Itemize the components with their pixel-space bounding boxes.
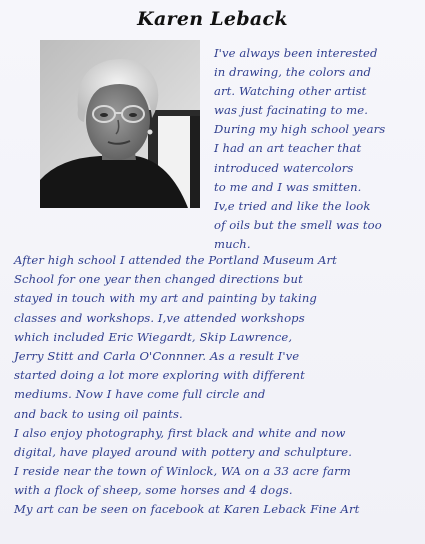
body-line: digital, have played around with pottery and schulpture. [14, 444, 353, 459]
body-line: and back to using oil paints. [14, 406, 183, 421]
intro-line: much. [214, 236, 251, 251]
body-line: Jerry Stitt and Carla O'Connner. As a result I've [14, 348, 300, 363]
body-line: which included Eric Wiegardt, Skip Lawrence, [14, 329, 293, 344]
intro-line: to me and I was smitten. [214, 179, 362, 194]
body-line: mediums. Now I have come full circle and [14, 387, 266, 402]
body-line: After high school I attended the Portland Museum Art [14, 253, 337, 267]
body-line: started doing a lot more exploring with different [14, 368, 305, 383]
intro-line: I had an art teacher that [214, 141, 362, 156]
intro-line: introduced watercolors [214, 160, 354, 175]
intro-line: was just facinating to me. [214, 103, 369, 118]
page-title: Karen Leback [137, 8, 288, 30]
intro-line: During my high school years [214, 122, 386, 137]
intro-line: I've always been interested [214, 46, 378, 60]
body-line: My art can be seen on facebook at Karen Leback Fine Art [14, 502, 360, 517]
intro-line: Iv,e tried and like the look [214, 198, 371, 213]
body-paragraph [14, 251, 424, 520]
intro-paragraph [214, 44, 419, 254]
body-line: I also enjoy photography, first black and white and now [14, 425, 346, 440]
portrait-image [40, 40, 200, 208]
body-line: stayed in touch with my art and painting by taking [14, 291, 317, 306]
body-line: School for one year then changed directions but [14, 272, 303, 287]
portrait-photo [40, 40, 200, 208]
intro-line: in drawing, the colors and [214, 65, 372, 80]
intro-line: of oils but the smell was too [214, 217, 382, 232]
body-line: classes and workshops. I,ve attended workshops [14, 310, 305, 325]
intro-line: art. Watching other artist [214, 84, 367, 99]
body-line: I reside near the town of Winlock, WA on a 33 acre farm [14, 464, 351, 479]
body-line: with a flock of sheep, some horses and 4 dogs. [14, 483, 293, 498]
